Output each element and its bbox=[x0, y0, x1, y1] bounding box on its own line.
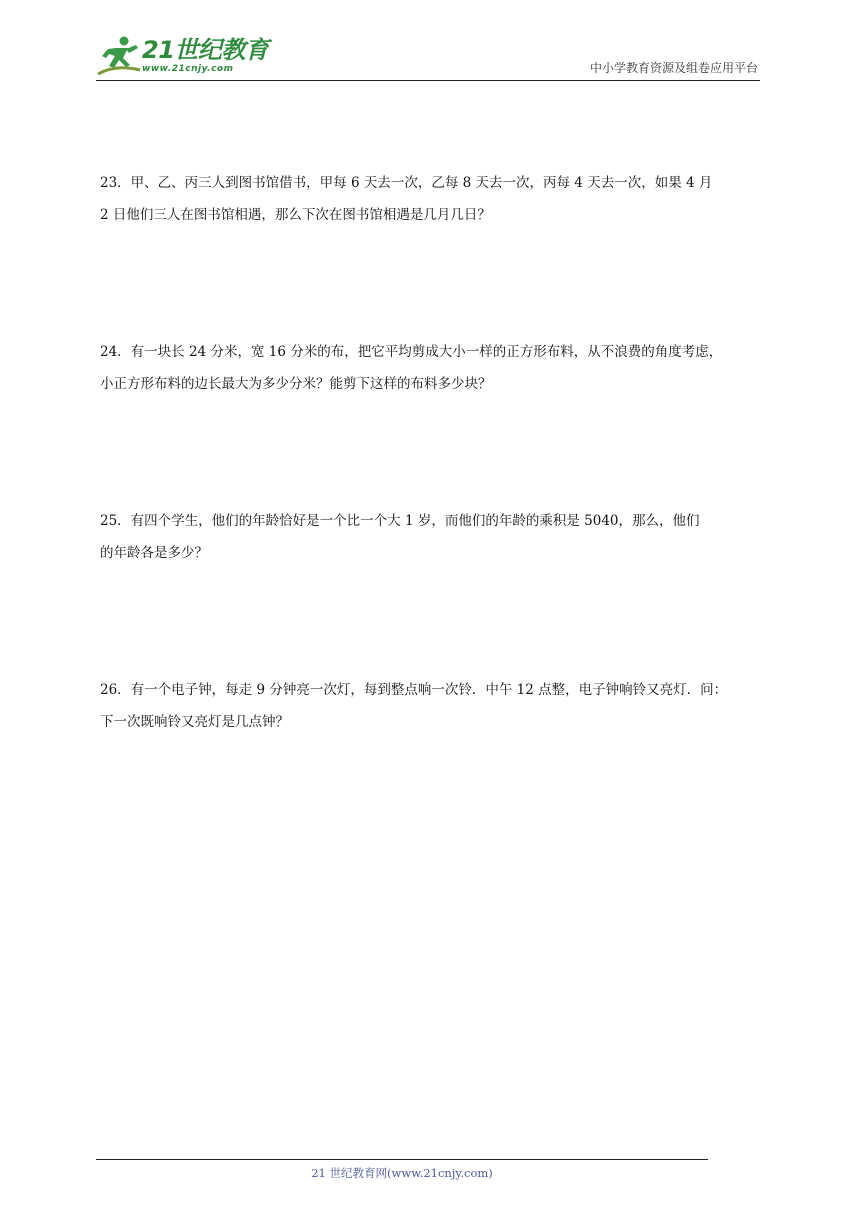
page-footer: 21 世纪教育网(www.21cnjy.com) bbox=[311, 1166, 493, 1180]
platform-label: 中小学教育资源及组卷应用平台 bbox=[589, 61, 758, 75]
logo-url: www.21cnjy.com bbox=[142, 64, 234, 74]
question-line: 23．甲、乙、丙三人到图书馆借书，甲每 6 天去一次，乙每 8 天去一次，丙每 4 天去一次，如果 4 月 bbox=[100, 175, 713, 191]
question-23 bbox=[100, 167, 764, 231]
question-line: 25．有四个学生，他们的年龄恰好是一个比一个大 1 岁，而他们的年龄的乘积是 5040，那么，他们 bbox=[100, 513, 700, 529]
logo bbox=[96, 34, 269, 78]
question-line: 26．有一个电子钟，每走 9 分钟亮一次灯，每到整点响一次铃．中午 12 点整，电子钟响铃又亮灯．问： bbox=[100, 682, 728, 698]
question-24 bbox=[100, 336, 764, 400]
footer-divider bbox=[96, 1159, 708, 1160]
question-25 bbox=[100, 505, 764, 569]
question-line: 小正方形布料的边长最大为多少分米？能剪下这样的布料多少块？ bbox=[100, 376, 492, 392]
question-line: 2 日他们三人在图书馆相遇，那么下次在图书馆相遇是几月几日？ bbox=[100, 207, 491, 223]
question-line: 24．有一块长 24 分米，宽 16 分米的布，把它平均剪成大小一样的正方形布料，从不浪费的角度考虑， bbox=[100, 344, 723, 360]
logo-text: 21世纪教育 bbox=[142, 36, 269, 64]
question-line: 的年龄各是多少？ bbox=[100, 545, 208, 561]
question-26 bbox=[100, 674, 764, 738]
runner-logo-icon bbox=[96, 34, 144, 78]
page-header bbox=[96, 30, 760, 81]
question-line: 下一次既响铃又亮灯是几点钟？ bbox=[100, 714, 289, 730]
